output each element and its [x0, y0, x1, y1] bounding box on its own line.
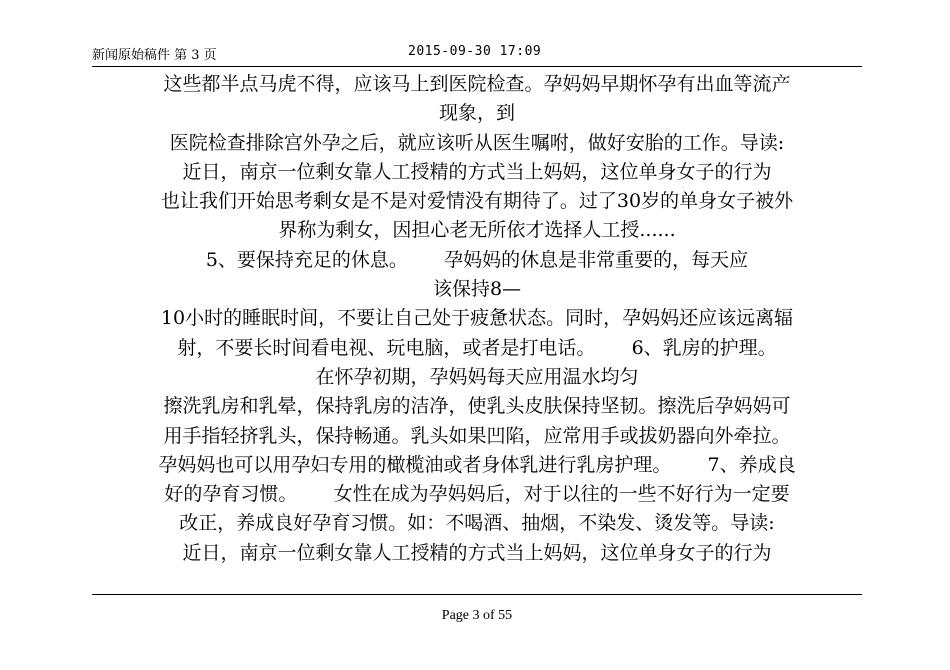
text-line: 医院检查排除宫外孕之后，就应该听从医生嘱咐，做好安胎的工作。导读:: [169, 131, 785, 154]
text-line: 近日，南京一位剩女靠人工授精的方式当上妈妈，这位单身女子的行为: [182, 160, 772, 183]
header-doc-title: 新闻原始稿件 第 3 页: [92, 48, 217, 63]
text-line: 射，不要长时间看电视、玩电脑，或者是打电话。 6、乳房的护理。: [177, 336, 777, 359]
page-footer: [92, 608, 862, 624]
text-line: 现象，到: [438, 102, 515, 125]
body-text: [92, 70, 862, 568]
text-line: 擦洗乳房和乳晕，保持乳房的洁净，使乳头皮肤保持坚韧。擦洗后孕妈妈可: [163, 395, 791, 418]
text-line: 在怀孕初期，孕妈妈每天应用温水均匀: [315, 365, 639, 388]
page-header: [92, 42, 862, 64]
text-line: 这些都半点马虎不得，应该马上到医院检查。孕妈妈早期怀孕有出血等流产: [163, 73, 791, 95]
text-line: 界称为剩女，因担心老无所依才选择人工授......: [278, 219, 676, 242]
header-timestamp: 2015-09-30 17:09: [408, 44, 542, 59]
text-line: 该保持8—: [432, 278, 522, 301]
text-line: 5、要保持充足的休息。 孕妈妈的休息是非常重要的，每天应: [205, 248, 749, 271]
text-line: 好的孕育习惯。 女性在成为孕妈妈后，对于以往的一些不好行为一定要: [164, 483, 790, 506]
text-line: 近日，南京一位剩女靠人工授精的方式当上妈妈，这位单身女子的行为: [182, 541, 772, 564]
text-line: 10小时的睡眠时间，不要让自己处于疲惫状态。同时，孕妈妈还应该远离辐: [160, 307, 794, 330]
footer-divider: [92, 594, 862, 595]
text-line: 孕妈妈也可以用孕妇专用的橄榄油或者身体乳进行乳房护理。 7、养成良: [158, 453, 796, 476]
text-line: 改正，养成良好孕育习惯。如：不喝酒、抽烟，不染发、烫发等。导读:: [179, 512, 775, 535]
page-number: Page 3 of 55: [441, 608, 513, 623]
text-line: 也让我们开始思考剩女是不是对爱情没有期待了。过了30岁的单身女子被外: [160, 190, 794, 213]
text-line: 用手指轻挤乳头，保持畅通。乳头如果凹陷，应常用手或拔奶器向外牵拉。: [163, 424, 791, 447]
header-divider: [92, 66, 862, 67]
